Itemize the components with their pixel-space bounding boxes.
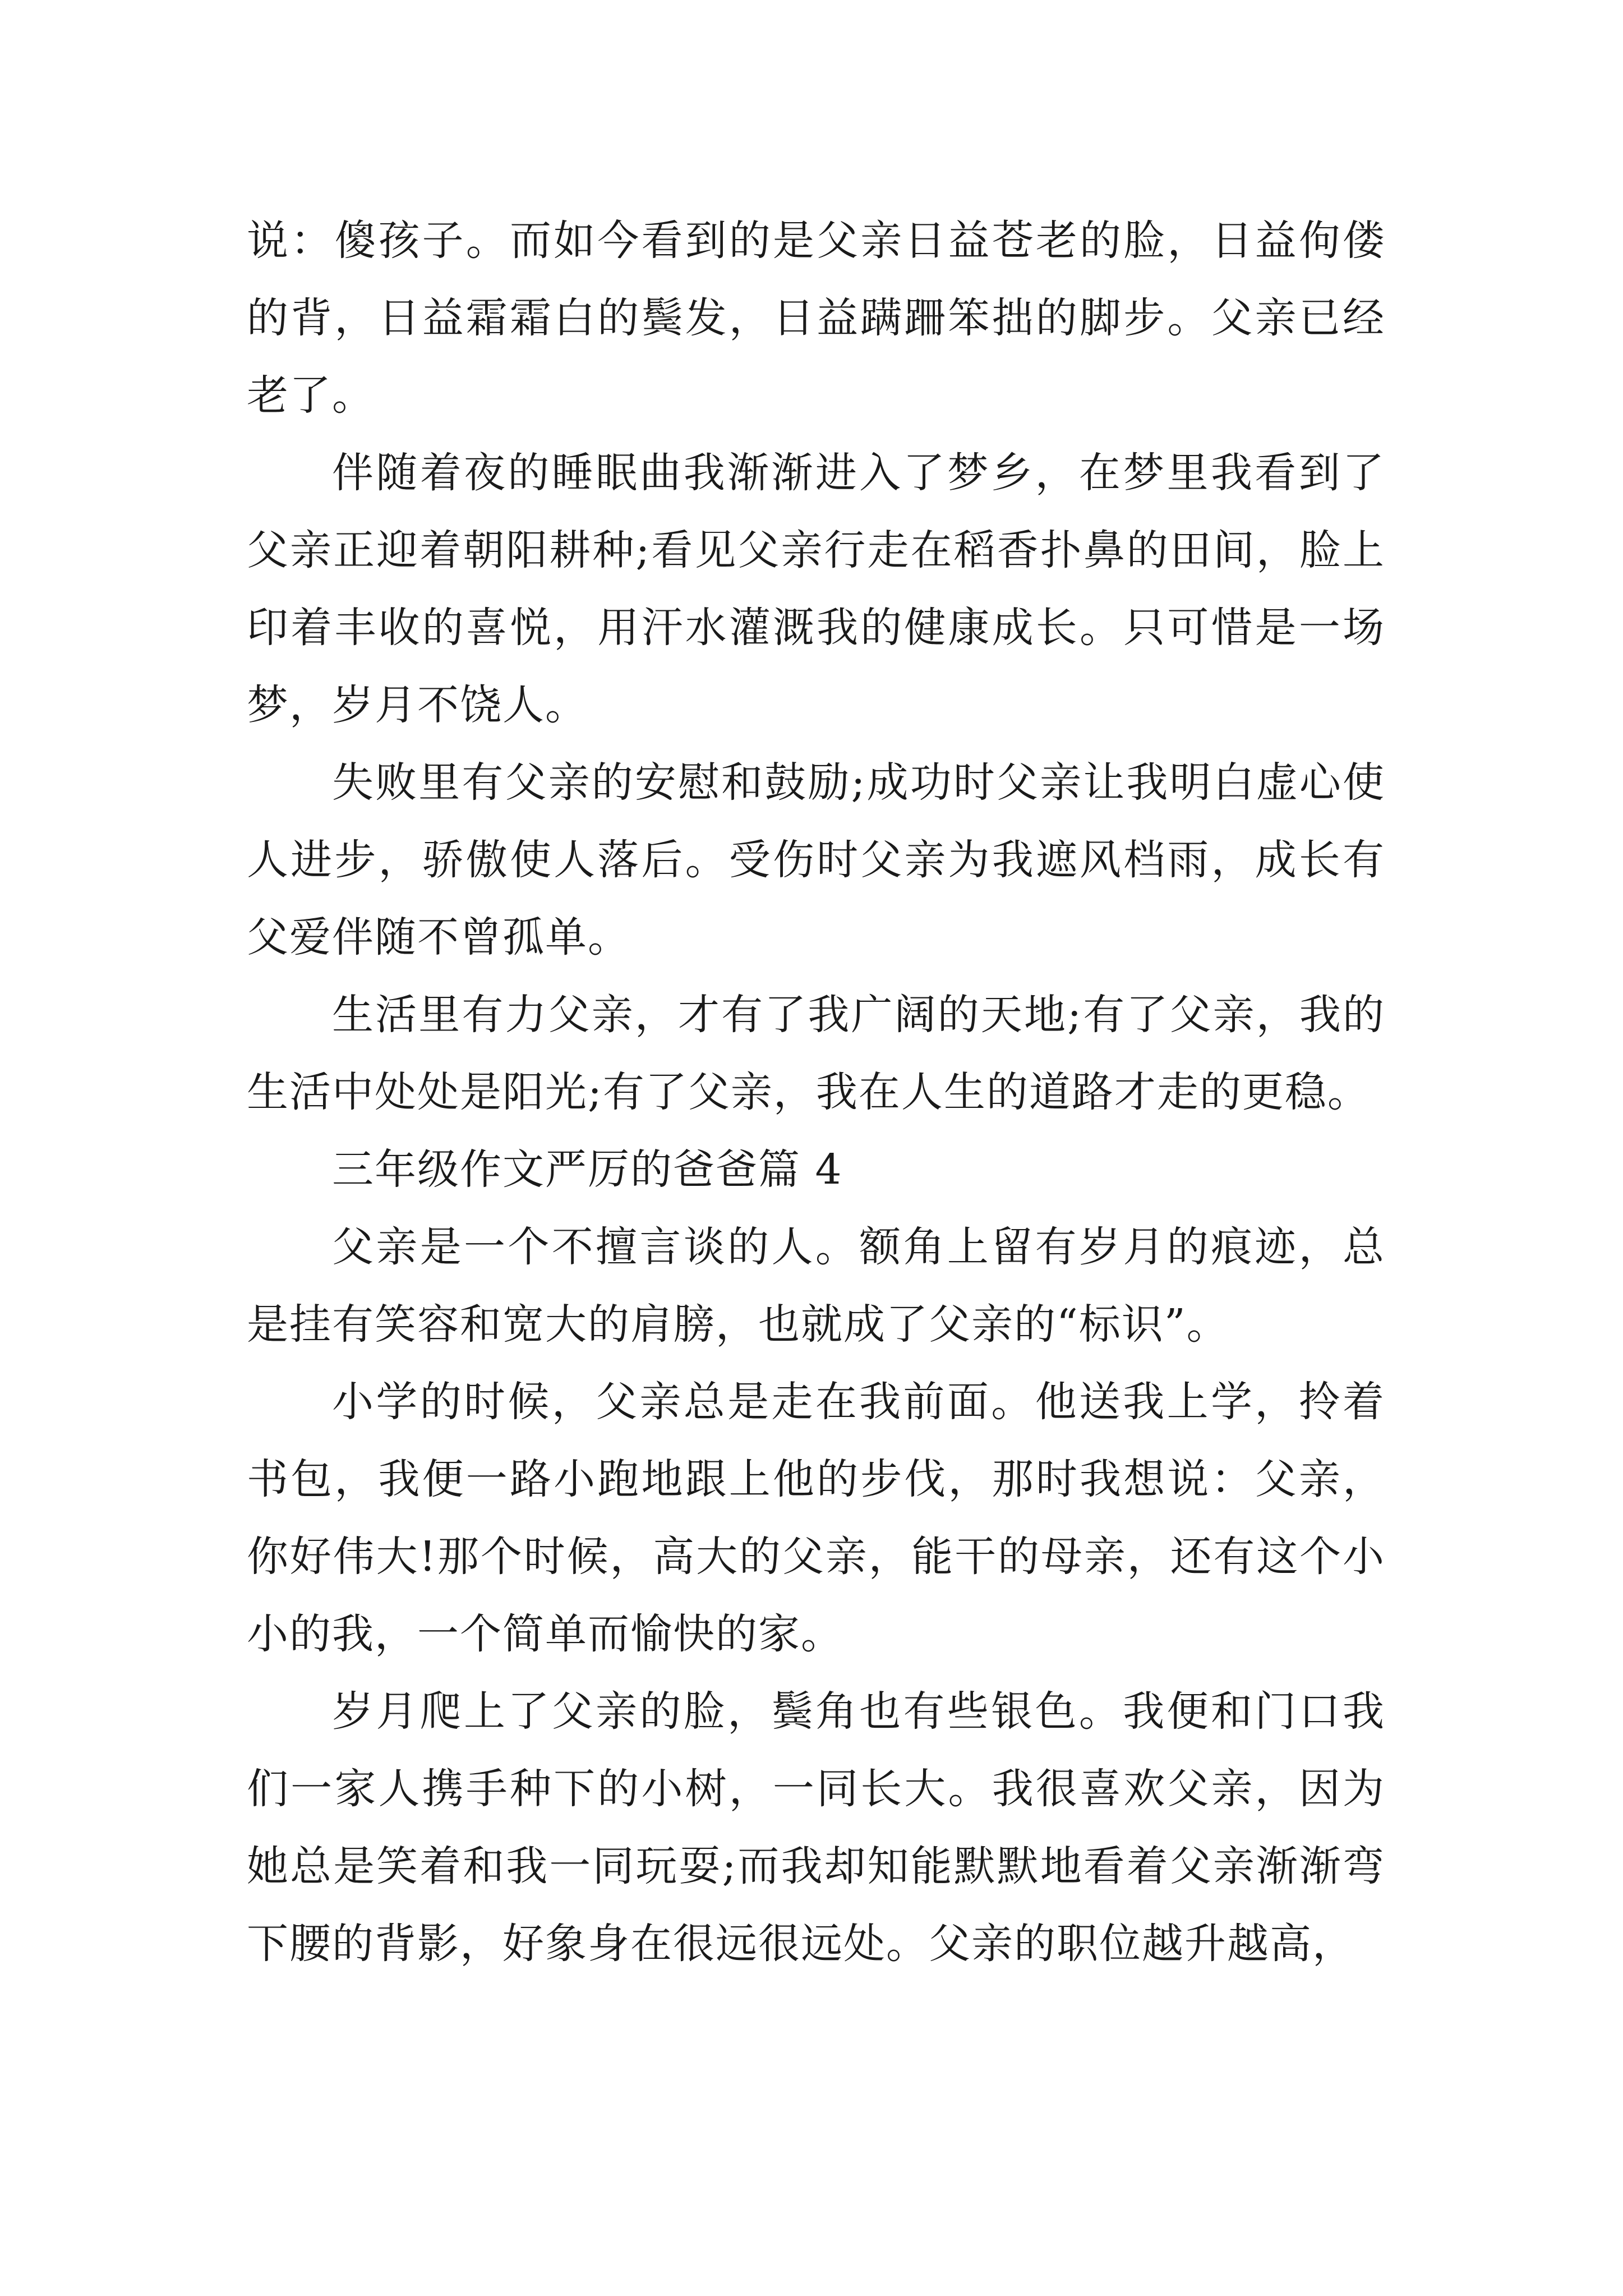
section-heading: 三年级作文严厉的爸爸篇 4 bbox=[332, 1145, 843, 1194]
paragraph: 说：傻孩子。而如今看到的是父亲日益苍老的脸，日益佝偻的背，日益霜霜白的鬓发，日益蹒跚笨拙的脚步。父亲已经老了。 bbox=[247, 217, 1385, 420]
paragraph: 生活里有力父亲，才有了我广阔的天地;有了父亲，我的生活中处处是阳光;有了父亲，我在人生的道路才走的更稳。 bbox=[247, 991, 1385, 1116]
paragraph: 岁月爬上了父亲的脸，鬓角也有些银色。我便和门口我们一家人携手种下的小树，一同长大。我很喜欢父亲，因为她总是笑着和我一同玩耍;而我却知能默默地看着父亲渐渐弯下腰的背影，好象身在很远很远处。父亲的职位越升越高， bbox=[247, 1687, 1385, 1968]
paragraph: 父亲是一个不擅言谈的人。额角上留有岁月的痕迹，总是挂有笑容和宽大的肩膀，也就成了父亲的“标识”。 bbox=[247, 1223, 1385, 1349]
document-body bbox=[247, 202, 1385, 1982]
paragraph: 小学的时候，父亲总是走在我前面。他送我上学，拎着书包，我便一路小跑地跟上他的步伐，那时我想说：父亲，你好伟大!那个时候，高大的父亲，能干的母亲，还有这个小小的我，一个简单而愉快的家。 bbox=[247, 1378, 1385, 1658]
paragraph: 伴随着夜的睡眠曲我渐渐进入了梦乡，在梦里我看到了父亲正迎着朝阳耕种;看见父亲行走在稻香扑鼻的田间，脸上印着丰收的喜悦，用汗水灌溉我的健康成长。只可惜是一场梦，岁月不饶人。 bbox=[247, 449, 1385, 729]
paragraph: 失败里有父亲的安慰和鼓励;成功时父亲让我明白虚心使人进步，骄傲使人落后。受伤时父亲为我遮风档雨，成长有父爱伴随不曾孤单。 bbox=[247, 758, 1385, 961]
